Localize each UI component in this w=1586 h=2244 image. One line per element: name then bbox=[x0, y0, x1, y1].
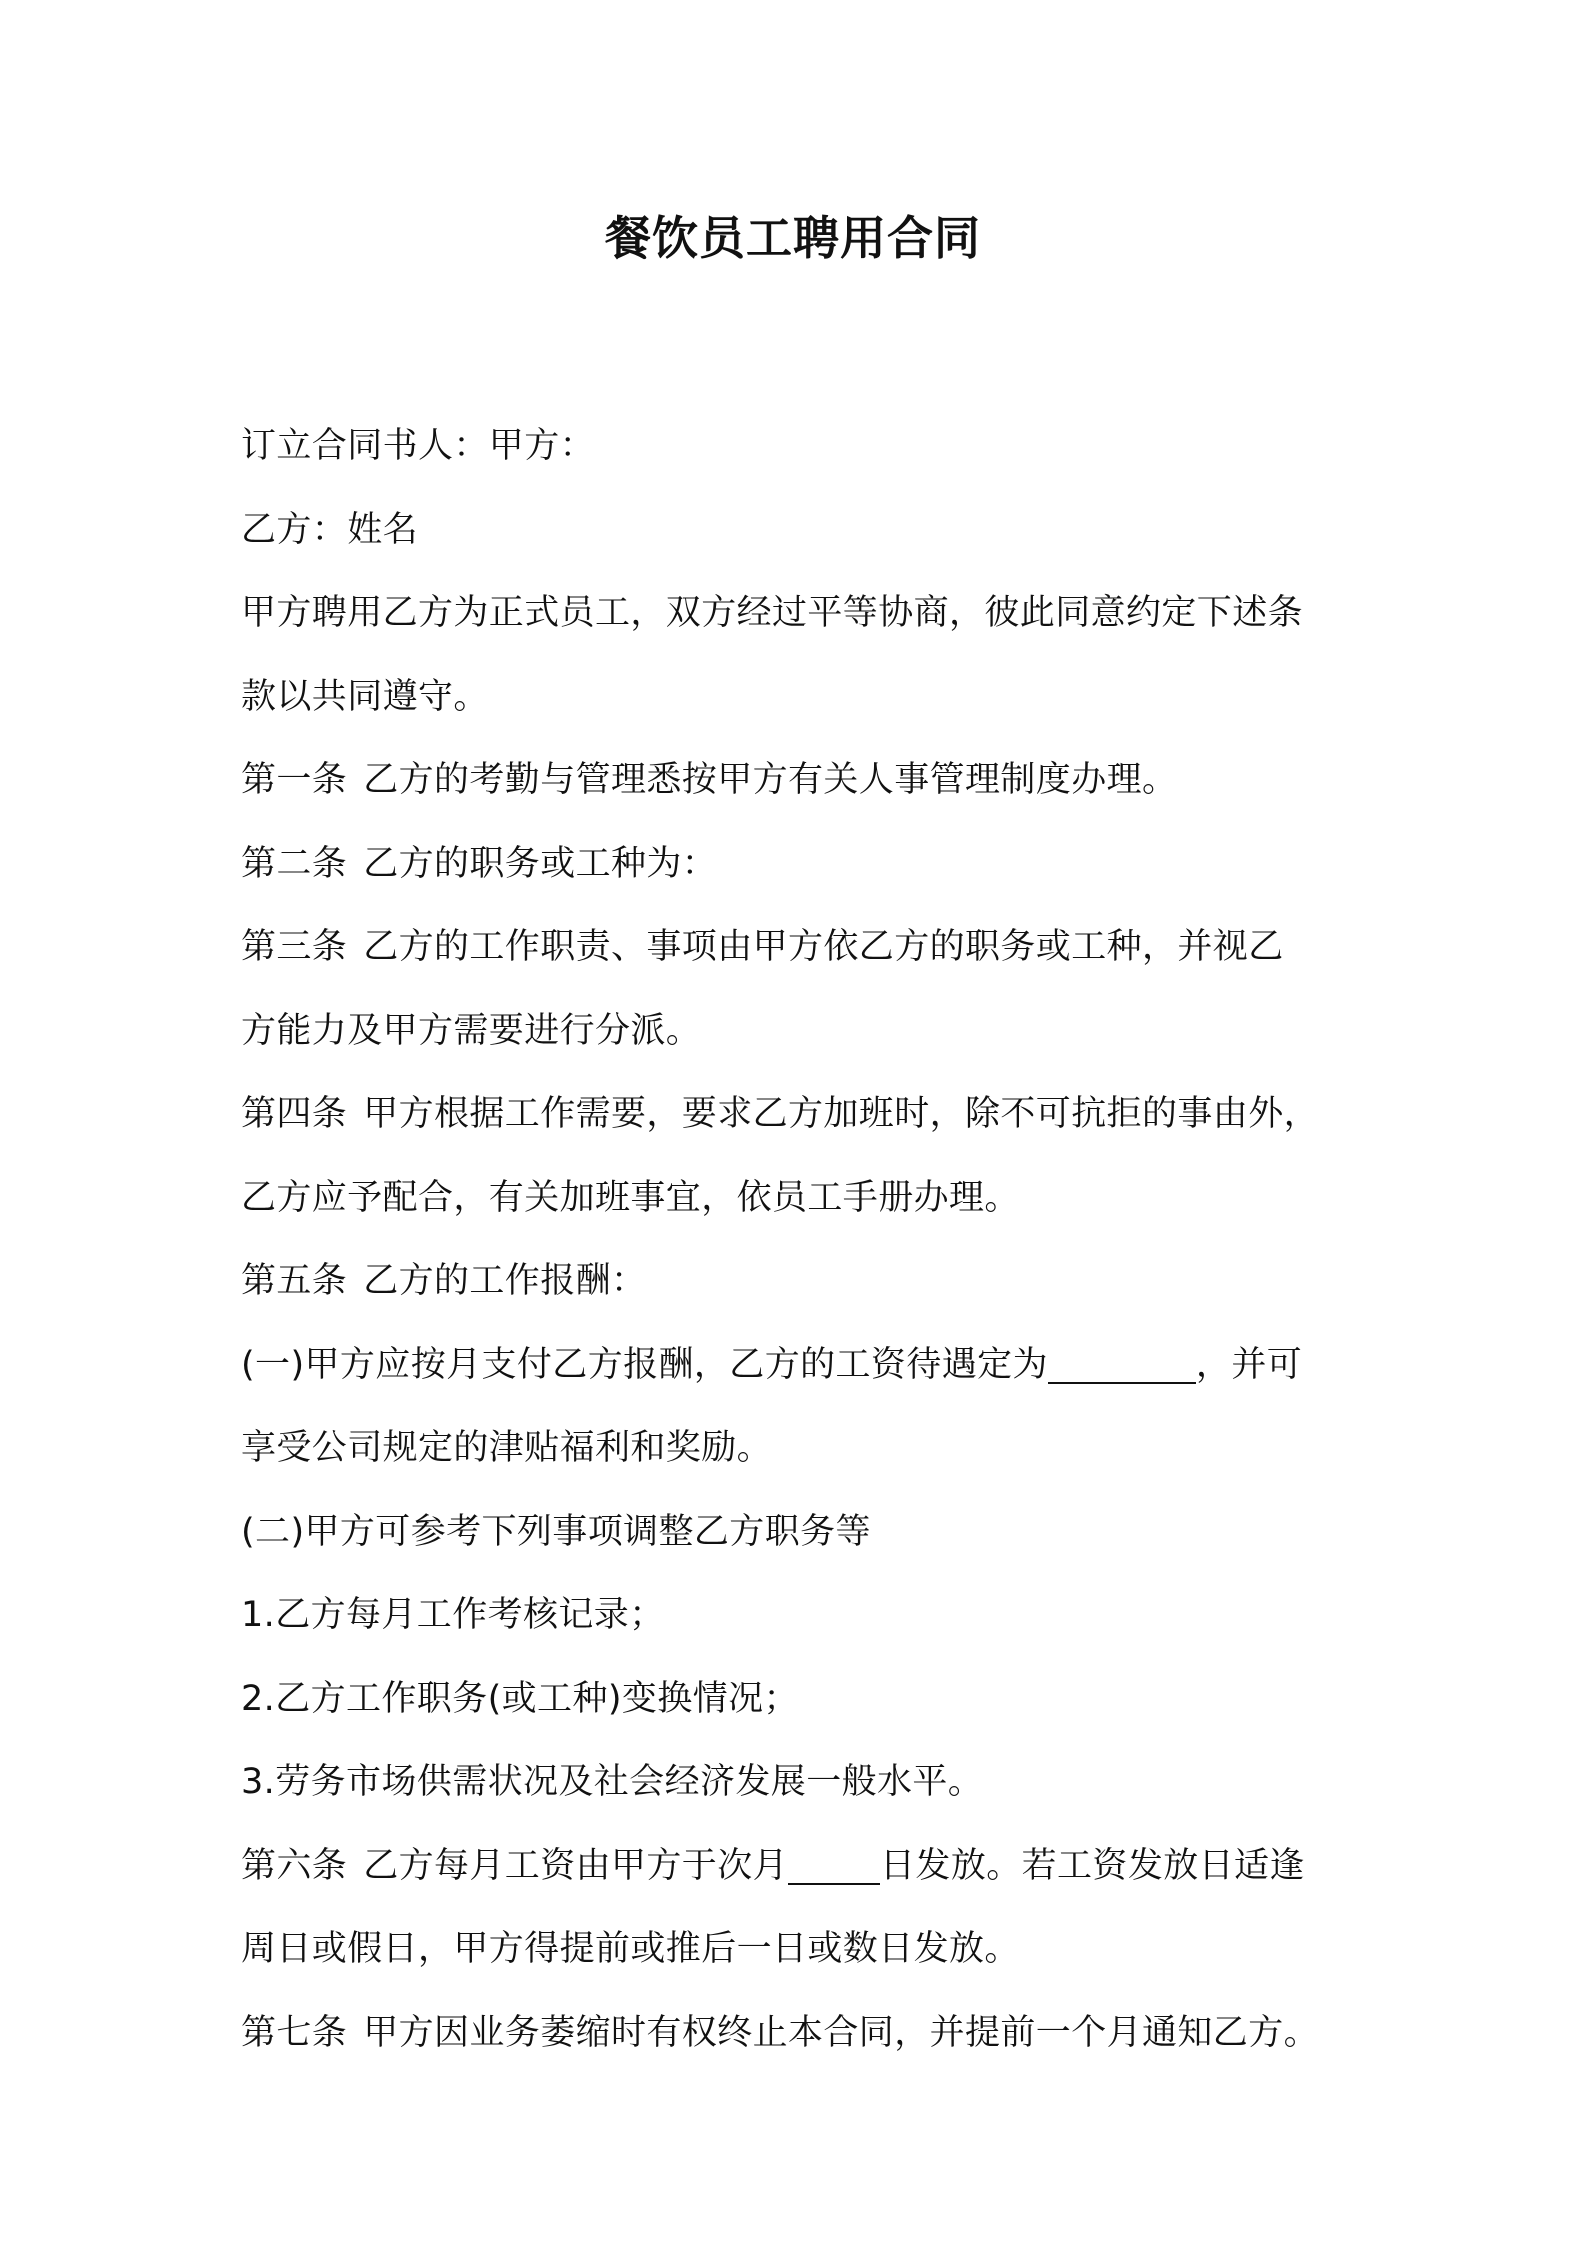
article-4-label: 第四条 bbox=[241, 1094, 348, 1134]
article-6-after: 日发放。若工资发放日适逢 bbox=[880, 1845, 1305, 1886]
article-2-text: 乙方的职务或工种为： bbox=[363, 843, 718, 884]
article-5-item-1-line-1 bbox=[241, 1324, 1353, 1408]
article-5-item-1-before: (一)甲方应按月支付乙方报酬，乙方的工资待遇定为 bbox=[241, 1344, 1048, 1385]
article-7 bbox=[241, 1992, 1353, 2076]
document-title: 餐饮员工聘用合同 bbox=[605, 211, 981, 265]
article-2-label: 第二条 bbox=[241, 843, 348, 884]
article-6-line-2: 周日或假日，甲方得提前或推后一日或数日发放。 bbox=[241, 1929, 1020, 1969]
article-6-line-1 bbox=[241, 1825, 1353, 1909]
article-4-line-2: 乙方应予配合，有关加班事宜，依员工手册办理。 bbox=[241, 1177, 1020, 1218]
intro-line-2: 款以共同遵守。 bbox=[241, 676, 489, 717]
article-7-text: 甲方因业务萎缩时有权终止本合同，并提前一个月通知乙方。 bbox=[363, 2012, 1320, 2053]
article-5-text: 乙方的工作报酬： bbox=[363, 1261, 647, 1301]
article-4-line-1 bbox=[241, 1073, 1353, 1157]
article-2 bbox=[241, 823, 1353, 907]
article-3-text-1: 乙方的工作职责、事项由甲方依乙方的职务或工种，并视乙 bbox=[363, 927, 1284, 967]
article-5-item-2: (二)甲方可参考下列事项调整乙方职务等 bbox=[241, 1511, 871, 1552]
article-3-line-1 bbox=[241, 906, 1353, 990]
signatory-line: 订立合同书人：甲方： bbox=[241, 426, 596, 466]
article-3-line-2: 方能力及甲方需要进行分派。 bbox=[241, 1010, 702, 1051]
article-6-before: 乙方每月工资由甲方于次月 bbox=[363, 1845, 789, 1886]
article-5-label: 第五条 bbox=[241, 1261, 348, 1301]
article-5-list-item-2: 2.乙方工作职务(或工种)变换情况； bbox=[241, 1678, 799, 1719]
article-6-label: 第六条 bbox=[241, 1845, 348, 1886]
party-b-line: 乙方：姓名 bbox=[241, 509, 419, 550]
article-5-item-1-line-2: 享受公司规定的津贴福利和奖励。 bbox=[241, 1428, 773, 1468]
salary-blank bbox=[1048, 1338, 1196, 1384]
payday-blank bbox=[788, 1839, 880, 1885]
intro-line-1: 甲方聘用乙方为正式员工，双方经过平等协商，彼此同意约定下述条 bbox=[241, 593, 1304, 633]
article-5 bbox=[241, 1240, 1353, 1324]
article-5-list-item-1: 1.乙方每月工作考核记录； bbox=[241, 1595, 665, 1635]
article-5-list-item-3: 3.劳务市场供需状况及社会经济发展一般水平。 bbox=[241, 1762, 984, 1802]
article-7-label: 第七条 bbox=[241, 2012, 348, 2053]
article-1-label: 第一条 bbox=[241, 760, 348, 800]
article-1 bbox=[241, 739, 1353, 823]
article-1-text: 乙方的考勤与管理悉按甲方有关人事管理制度办理。 bbox=[363, 760, 1178, 800]
article-4-text-1: 甲方根据工作需要，要求乙方加班时，除不可抗拒的事由外， bbox=[363, 1094, 1320, 1134]
contract-body bbox=[241, 405, 1353, 2075]
article-3-label: 第三条 bbox=[241, 927, 348, 967]
article-5-item-1-after: ，并可 bbox=[1195, 1344, 1303, 1385]
